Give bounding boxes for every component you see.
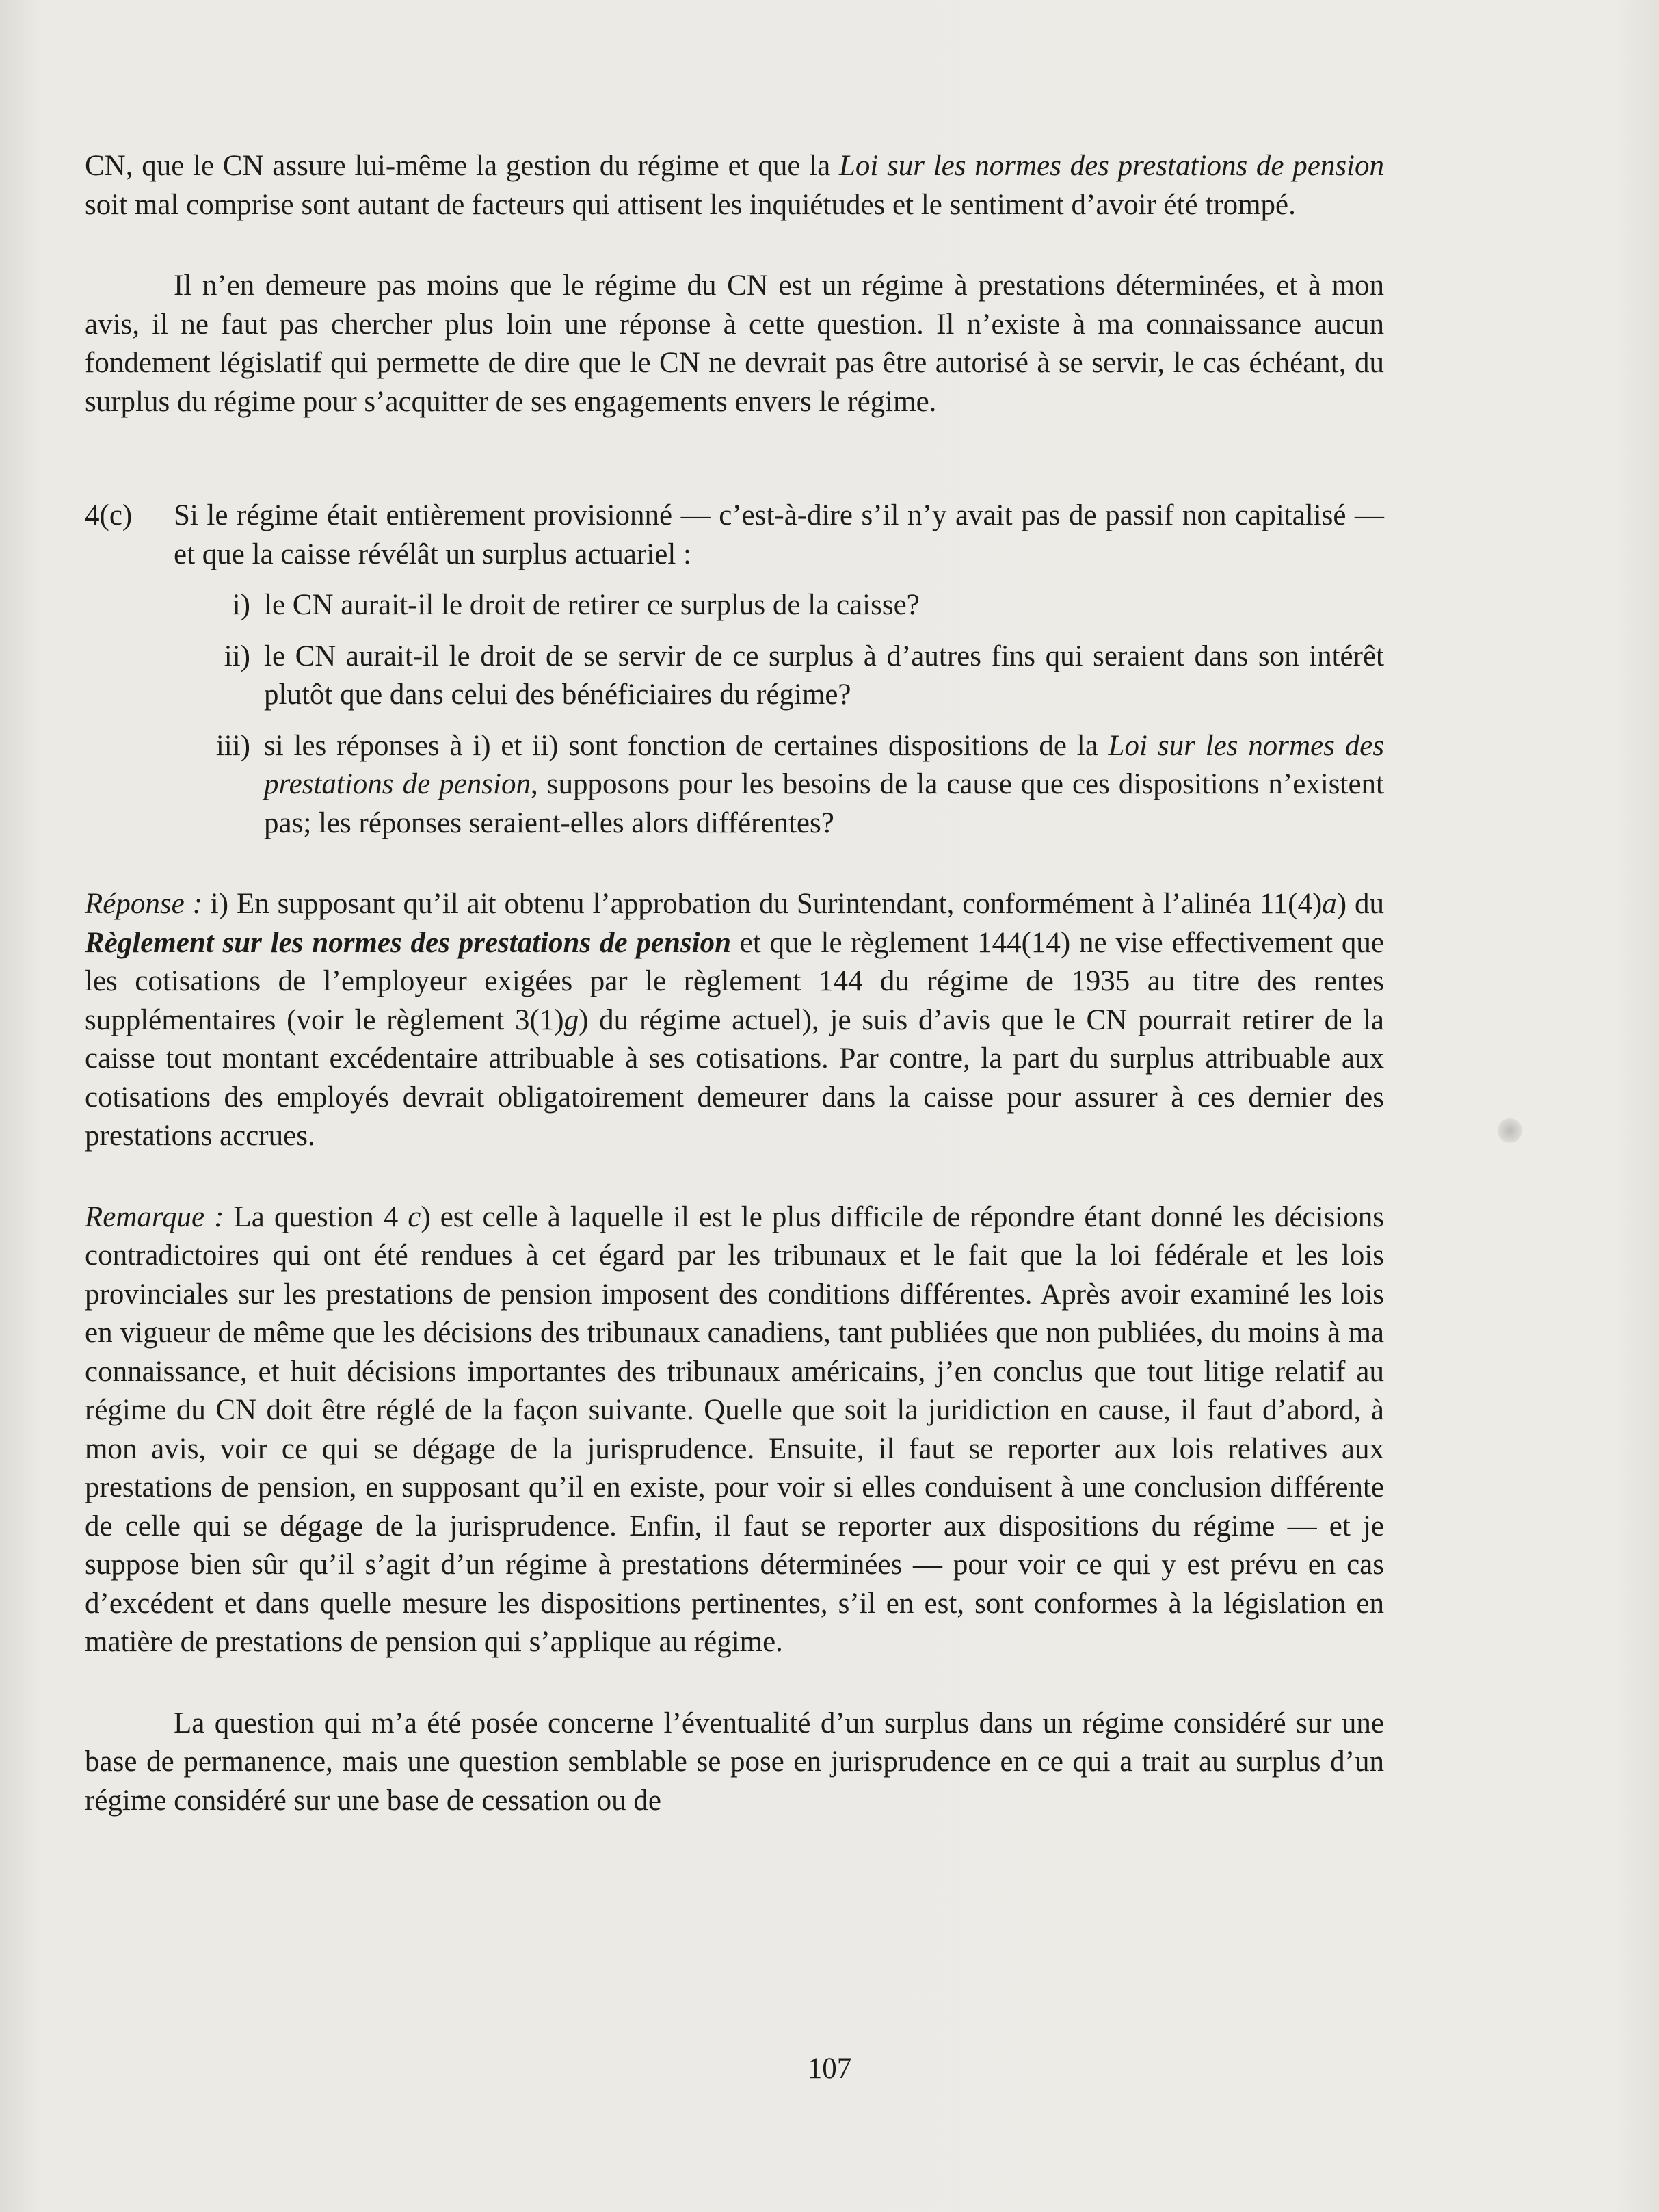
question-4c (85, 497, 1384, 843)
remarque-label: Remarque : (85, 1200, 224, 1233)
question-item: iii) si les réponses à i) et ii) sont fonction de certaines dispositions de la Loi sur les normes des prestations de pension, supposons pour les besoins de la cause que ces dispositions n’existent pas; les réponses seraient-elles alors différentes? (215, 729, 1384, 839)
body-text (85, 147, 1384, 1820)
question-item: i) le CN aurait-il le droit de retirer ce surplus de la caisse? (232, 589, 920, 621)
scan-mark (1498, 1118, 1522, 1143)
page-number: 107 (807, 2053, 852, 2085)
paragraph-2: Il n’en demeure pas moins que le régime du CN est un régime à prestations déterminées, et à mon avis, il ne faut pas chercher plus loin une réponse à cette question. Il n’existe à ma connaissance aucun fondement législatif qui permette de dire que le CN ne devrait pas être autorisé à se servir, le cas échéant, du surplus du régime pour s’acquitter de ses engagements envers le régime. (85, 269, 1384, 418)
question-item: ii) le CN aurait-il le droit de se servir de ce surplus à d’autres fins qui seraient dans son intérêt plutôt que dans celui des bénéficiaires du régime? (224, 640, 1384, 711)
regulation-title: Règlement sur les normes des prestations de pension (85, 926, 731, 959)
remarque-paragraph: Remarque : La question 4 c) est celle à laquelle il est le plus difficile de répondre étant donné les décisions contradictoires qui ont été rendues à cet égard par les tribunaux et le fait que la loi fédérale et les lois provinciales sur les prestations de pension imposent des conditions différentes. Après avoir examiné les lois en vigueur de même que les décisions des tribunaux canadiens, tant publiées que non publiées, du moins à ma connaissance, et huit décisions importantes des tribunaux américains, j’en conclus que tout litige relatif au régime du CN doit être réglé de la façon suivante. Quelle que soit la juridiction en cause, il faut d’abord, à mon avis, voir ce qui se dégage de la jurisprudence. Ensuite, il faut se reporter aux lois relatives aux prestations de pension, en supposant qu’il en existe, pour voir si elles conduisent à une conclusion différente de celle qui se dégage de la jurisprudence. Enfin, il faut se reporter aux dispositions du régime — et je suppose bien sûr qu’il s’agit d’un régime à prestations déterminées — pour voir ce qui y est prévu en cas d’excédent et dans quelle mesure les dispositions pertinentes, s’il en est, sont conformes à la législation en matière de prestations de pension qui s’applique au régime. (85, 1200, 1384, 1658)
law-title: Loi sur les normes des prestations de pension (838, 150, 1384, 182)
law-title: Loi sur les normes des prestations de pension (264, 729, 1384, 800)
question-number: 4(c) (85, 499, 133, 531)
reponse-paragraph: Réponse : i) En supposant qu’il ait obtenu l’approbation du Surintendant, conformément à l’alinéa 11(4)a) du Règlement sur les normes des prestations de pension et que le règlement 144(14) ne vise effectivement que les cotisations de l’employeur exigées par le règlement 144 du régime de 1935 au titre des rentes supplémentaires (voir le règlement 3(1)g) du régime actuel), je suis d’avis que le CN pourrait retirer de la caisse tout montant excédentaire attribuable à ses cotisations. Par contre, la part du surplus attribuable aux cotisations des employés devrait obligatoirement demeurer dans la caisse pour assurer à ces dernier des prestations accrues. (85, 888, 1385, 1152)
paragraph-last: La question qui m’a été posée concerne l’éventualité d’un surplus dans un régime considéré sur une base de permanence, mais une question semblable se pose en jurisprudence en ce qui a trait au surplus d’un régime considéré sur une base de cessation ou de (85, 1707, 1384, 1817)
reponse-label: Réponse : (85, 888, 202, 920)
question-text: Si le régime était entièrement provisionné — c’est-à-dire s’il n’y avait pas de passif non capitalisé — et que la caisse révélât un surplus actuariel : (174, 499, 1384, 570)
paragraph-1: CN, que le CN assure lui-même la gestion du régime et que la Loi sur les normes des prestations de pension soit mal comprise sont autant de facteurs qui attisent les inquiétudes et le sentiment d’avoir été trompé. (85, 150, 1384, 221)
